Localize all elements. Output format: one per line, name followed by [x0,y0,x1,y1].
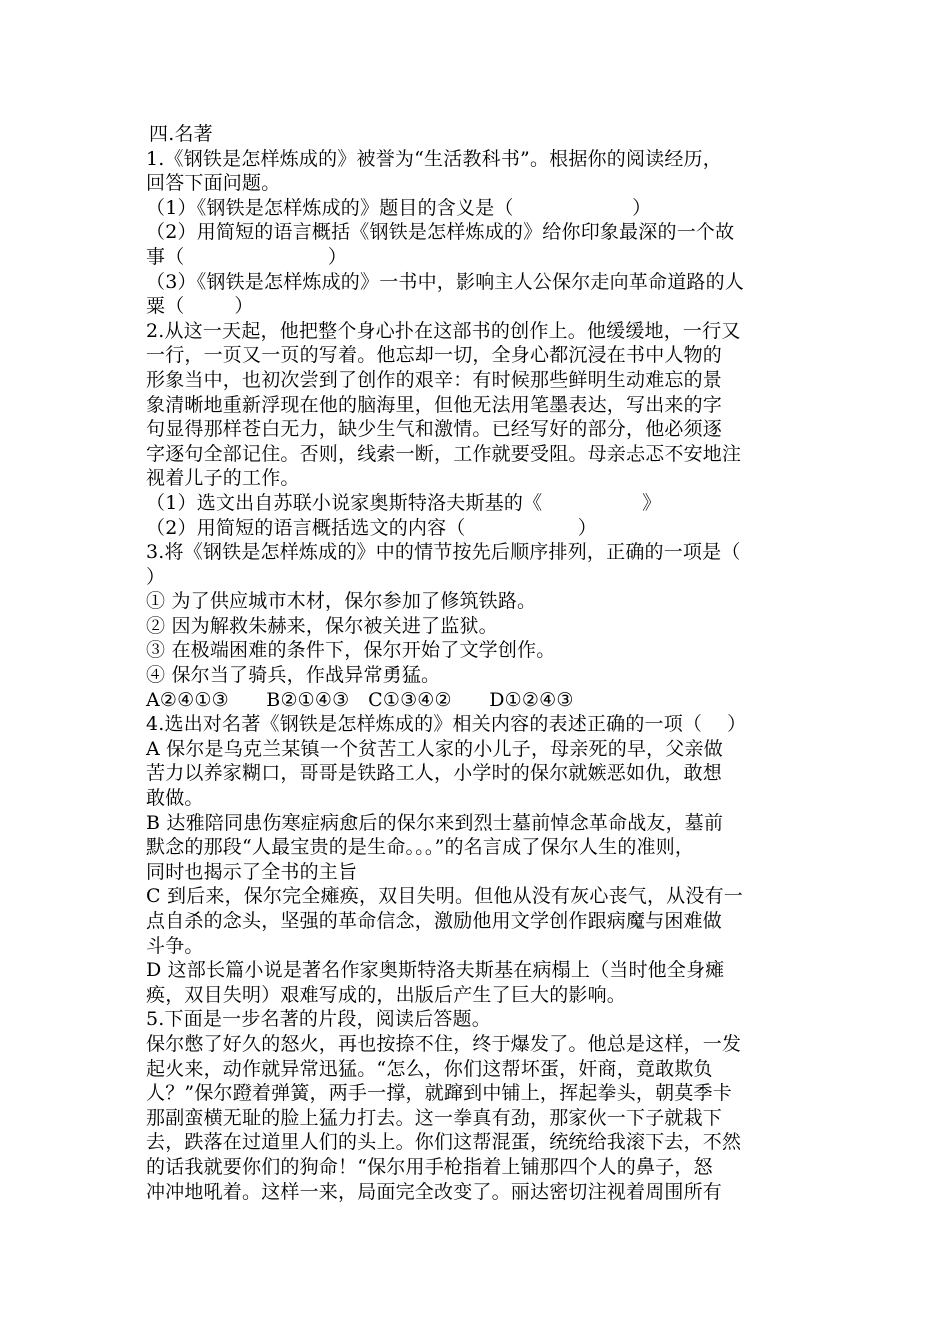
text-line: 斗争。 [146,934,204,957]
text-line: 4.选出对名著《钢铁是怎样炼成的》相关内容的表述正确的一项（ ） [146,713,747,736]
section-heading: 四.名著 [149,123,213,145]
text-line: ② 因为解救朱赫来，保尔被关进了监狱。 [146,614,498,637]
text-line: 句显得那样苍白无力，缺少生气和激情。已经写好的部分，他必须逐 [146,418,723,441]
text-line: ④ 保尔当了骑兵，作战异常勇猛。 [146,664,441,687]
text-line: 保尔憋了好久的怒火，再也按捺不住，终于爆发了。他总是这样，一发 [146,1032,742,1055]
text-line: C 到后来，保尔完全瘫痪，双目失明。但他从没有灰心丧气，从没有一 [146,885,743,908]
text-line: （2）用简短的语言概括《钢铁是怎样炼成的》给你印象最深的一个故 [146,221,735,244]
text-line: （1）选文出自苏联小说家奥斯特洛夫斯基的《 》 [146,491,662,514]
text-line: ） [146,565,166,588]
text-line: （2）用简短的语言概括选文的内容（ ） [146,516,598,539]
text-line: 回答下面问题。 [146,172,281,195]
text-line: A 保尔是乌克兰某镇一个贫苦工人家的小儿子，母亲死的早，父亲做 [146,737,723,760]
text-line: 粟（ ） [146,295,254,318]
document-body [146,122,810,1204]
text-line: 痪，双目失明）艰难写成的，出版后产生了巨大的影响。 [146,983,627,1006]
text-line: 象清晰地重新浮现在他的脑海里，但他无法用笔墨表达，写出来的字 [146,393,723,416]
text-line: （1）《钢铁是怎样炼成的》题目的含义是（ ） [146,196,652,219]
text-line: ① 为了供应城市木材，保尔参加了修筑铁路。 [146,590,537,613]
text-line: A②④①③ B②①④③ C①③④② D①②④③ [146,688,574,711]
text-line: 起火来，动作就异常迅猛。“怎么，你们这帮坏蛋，奸商，竟敢欺负 [146,1057,713,1080]
text-line: （3）《钢铁是怎样炼成的》一书中，影响主人公保尔走向革命道路的人 [146,270,744,293]
text-line: 默念的那段“人最宝贵的是生命。。。”的名言成了保尔人生的准则， [146,836,695,859]
text-line: 那副蛮横无耻的脸上猛力打去。这一拳真有劲，那家伙一下子就栽下 [146,1106,723,1129]
text-line: 的话我就要你们的狗命！“保尔用手枪指着上铺那四个人的鼻子，怒 [146,1155,713,1178]
text-line: 同时也揭示了全书的主旨 [146,860,358,883]
text-line: 5.下面是一步名著的片段，阅读后答题。 [146,1008,491,1031]
text-line: 事（ ） [146,245,348,268]
text-line: D 这部长篇小说是著名作家奥斯特洛夫斯基在病榻上（当时他全身瘫 [146,959,725,982]
text-line: ③ 在极端困难的条件下，保尔开始了文学创作。 [146,639,556,662]
text-line: 敢做。 [146,787,204,810]
text-line: 一行，一页又一页的写着。他忘却一切，全身心都沉浸在书中人物的 [146,344,723,367]
text-line: 苦力以养家糊口，哥哥是铁路工人，小学时的保尔就嫉恶如仇，敢想 [146,762,723,785]
text-line: 点自杀的念头，坚强的革命信念，激励他用文学创作跟病魔与困难做 [146,910,723,932]
text-line: 视着儿子的工作。 [146,467,300,490]
text-line: 形象当中，也初次尝到了创作的艰辛：有时候那些鲜明生动难忘的景 [146,368,723,391]
text-line: 去，跌落在过道里人们的头上。你们这帮混蛋，统统给我滚下去，不然 [146,1131,742,1154]
text-line: 1.《钢铁是怎样炼成的》被誉为“生活教科书”。根据你的阅读经历， [146,147,722,170]
text-line: 人？”保尔蹬着弹簧，两手一撑，就蹿到中铺上，挥起拳头，朝莫季卡 [146,1082,732,1105]
text-line: B 达雅陪同患伤寒症病愈后的保尔来到烈士墓前悼念革命战友，墓前 [146,811,724,834]
text-line: 3.将《钢铁是怎样炼成的》中的情节按先后顺序排列，正确的一项是（ [146,541,741,564]
text-line: 字逐句全部记住。否则，线索一断，工作就要受阻。母亲忐忑不安地注 [146,442,742,465]
text-line: 2.从这一天起，他把整个身心扑在这部书的创作上。他缓缓地，一行又 [146,319,741,342]
text-line: 冲冲地吼着。这样一来，局面完全改变了。丽达密切注视着周围所有 [146,1180,723,1203]
